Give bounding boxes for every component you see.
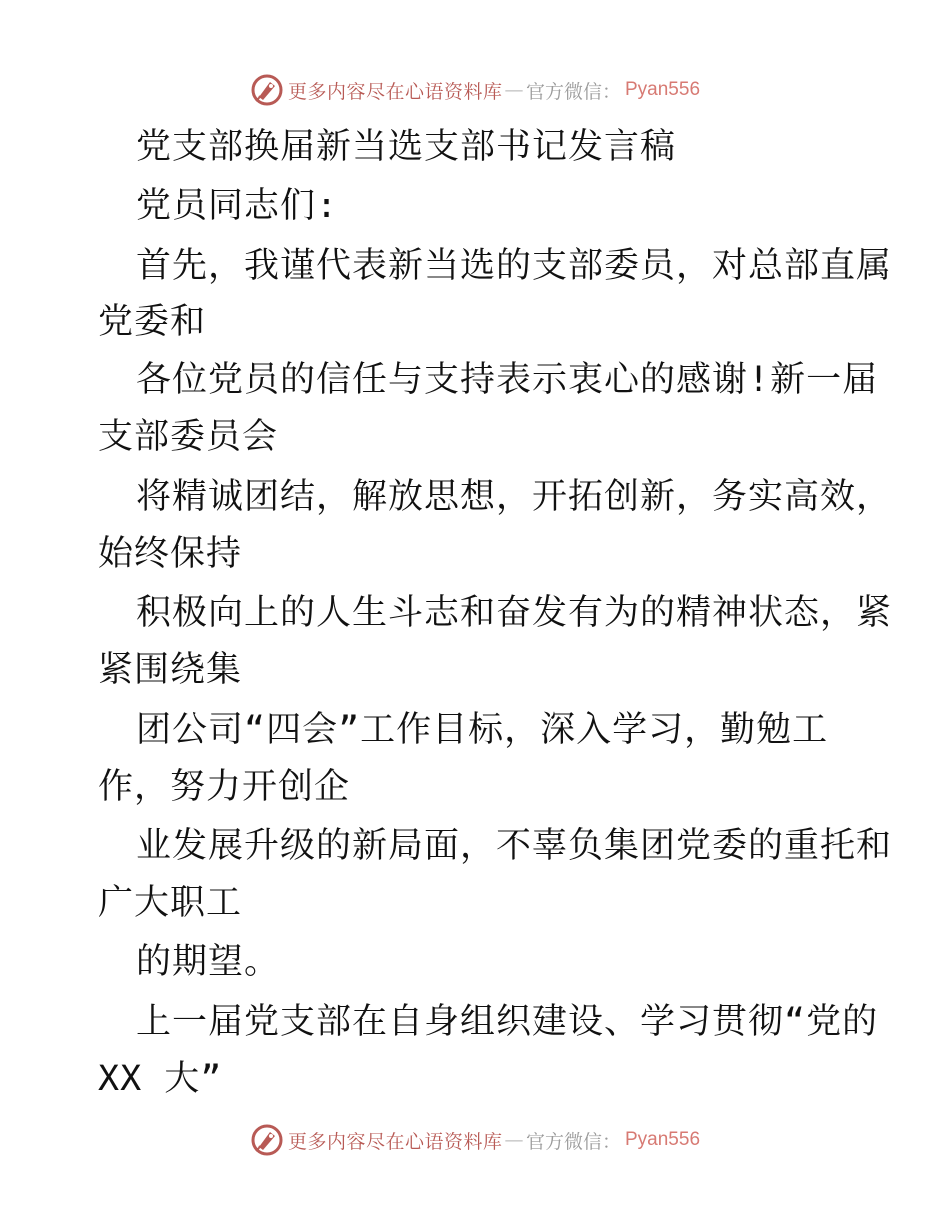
watermark-wechat-label: 官方微信： (525, 80, 621, 103)
paragraph-line: 党委和 (98, 302, 207, 342)
footer-watermark (0, 1120, 950, 1160)
paragraph-line: 广大职工 (98, 883, 243, 923)
watermark-wechat-id: Pyan556 (625, 1129, 701, 1150)
paragraph-line: 始终保持 (98, 534, 243, 574)
paragraph-line: 作，努力开创企 (98, 767, 351, 807)
paragraph-line: 的期望。 (136, 942, 281, 982)
watermark-wechat-id: Pyan556 (625, 79, 701, 100)
watermark-wechat-label: 官方微信： (525, 1130, 621, 1153)
paragraph-line: 党员同志们: (136, 186, 339, 226)
watermark-site-text: 更多内容尽在心语资料库 (287, 80, 503, 103)
header-watermark (0, 70, 950, 110)
watermark-separator: — (504, 79, 524, 101)
paragraph-line: 支部委员会 (98, 417, 279, 457)
paragraph-line: 首先，我谨代表新当选的支部委员，对总部直属 (136, 246, 893, 286)
paragraph-line: XX 大” (98, 1059, 223, 1099)
paragraph-line: 上一届党支部在自身组织建设、学习贯彻“党的 (136, 1002, 879, 1042)
paragraph-line: 各位党员的信任与支持表示衷心的感谢!新一届 (136, 360, 879, 400)
paragraph-line: 团公司“四会”工作目标，深入学习，勤勉工 (136, 710, 829, 750)
paragraph-line: 将精诚团结，解放思想，开拓创新，务实高效， (136, 477, 893, 517)
paragraph-line: 业发展升级的新局面，不辜负集团党委的重托和 (136, 826, 893, 866)
watermark-site-text: 更多内容尽在心语资料库 (287, 1130, 503, 1153)
paragraph-line: 紧围绕集 (98, 650, 243, 690)
document-title: 党支部换届新当选支部书记发言稿 (136, 127, 677, 167)
pen-nib-logo-icon (250, 1123, 284, 1157)
pen-nib-logo-icon (250, 73, 284, 107)
watermark-separator: — (504, 1129, 524, 1151)
paragraph-line: 积极向上的人生斗志和奋发有为的精神状态，紧 (136, 593, 893, 633)
